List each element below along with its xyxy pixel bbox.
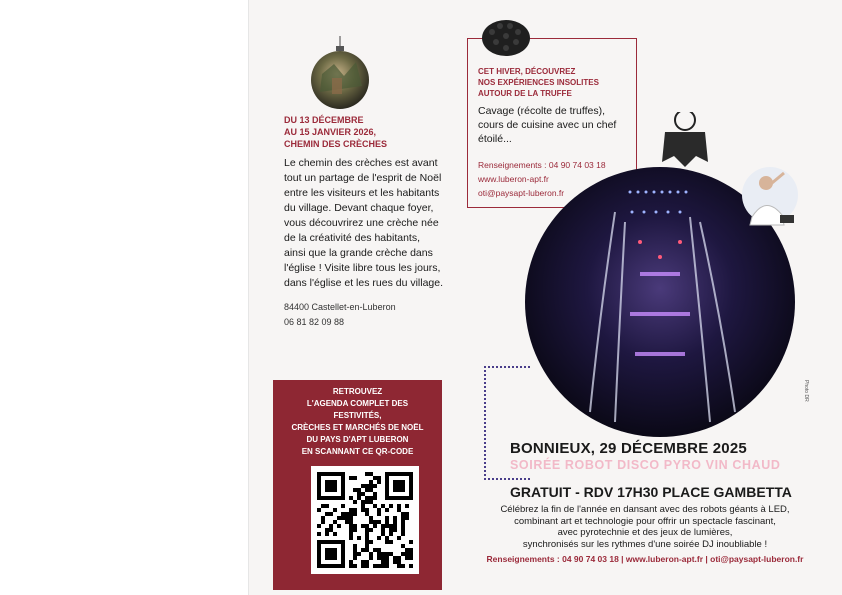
- agenda-box: [273, 380, 442, 590]
- event-desc-line4: synchronisés sur les rythmes d'une soirée DJ inoubliable !: [522, 538, 768, 550]
- event-desc-line1: Célébrez la fin de l'année en dansant avec des robots géants à LED,: [500, 504, 790, 515]
- agenda-line4: DU PAYS D'APT LUBERON: [306, 435, 409, 444]
- creches-phone: 06 81 82 09 88: [284, 317, 345, 327]
- truffe-title-line2: NOS EXPÉRIENCES INSOLITES: [478, 78, 599, 87]
- truffle-icon: [478, 14, 534, 58]
- agenda-text: [283, 386, 432, 458]
- truffe-title-line3: AUTOUR DE LA TRUFFE: [478, 89, 572, 98]
- agenda-line5: EN SCANNANT CE QR-CODE: [301, 447, 414, 456]
- event-desc-line2: combinant art et technologie pour offrir un spectacle fascinant,: [514, 515, 776, 527]
- ornament-bauble-photo: [310, 34, 370, 110]
- event-title: BONNIEUX, 29 DÉCEMBRE 2025: [510, 440, 747, 457]
- creches-section: [284, 114, 444, 329]
- event-rdv: GRATUIT - RDV 17H30 PLACE GAMBETTA: [510, 484, 792, 500]
- creches-date-line1: DU 13 DÉCEMBRE: [284, 115, 364, 125]
- agenda-line3: CRÈCHES ET MARCHÉS DE NOËL: [291, 423, 424, 432]
- event-subtitle: SOIRÉE ROBOT DISCO PYRO VIN CHAUD: [510, 458, 781, 472]
- agenda-line2: L'AGENDA COMPLET DES FESTIVITÉS,: [306, 399, 409, 420]
- truffe-title-line1: CET HIVER, DÉCOUVREZ: [478, 67, 576, 76]
- truffe-email-link[interactable]: oti@paysapt-luberon.fr: [478, 188, 565, 198]
- creches-date-line2: AU 15 JANVIER 2026,: [284, 127, 377, 137]
- creches-address: 84400 Castellet-en-Luberon: [284, 302, 396, 312]
- qr-code[interactable]: [311, 466, 419, 574]
- event-desc-line3: avec pyrotechnie et des jeux de lumières,: [557, 527, 733, 538]
- event-info: Renseignements : 04 90 74 03 18 | www.luberon-apt.fr | oti@paysapt-luberon.fr: [486, 554, 804, 564]
- photo-credit: Photo DR: [803, 380, 809, 402]
- truffe-website-link[interactable]: www.luberon-apt.fr: [478, 174, 549, 184]
- creches-date-line3: CHEMIN DES CRÈCHES: [284, 139, 388, 149]
- agenda-line1: RETROUVEZ: [332, 387, 383, 396]
- truffe-body: Cavage (récolte de truffes), cours de cuisine avec un chef étoilé...: [478, 105, 617, 145]
- event-description: [480, 504, 810, 550]
- creches-body: Le chemin des crèches est avant tout un partage de l'esprit de Noël entre les visiteurs et les habitants du village. Devant chaque foyer, vous découvrirez une crèche née de la créativité des habitants, ainsi que la grande crèche dans l'église ! Visite libre tous les jours, dans l'église et les rues du village.: [284, 157, 444, 289]
- truffe-phone: Renseignements : 04 90 74 03 18: [478, 160, 606, 170]
- qr-code-icon: [317, 472, 413, 568]
- blank-left-panel: [0, 0, 249, 595]
- truffe-title: [478, 66, 628, 99]
- singer-photo: [740, 155, 800, 235]
